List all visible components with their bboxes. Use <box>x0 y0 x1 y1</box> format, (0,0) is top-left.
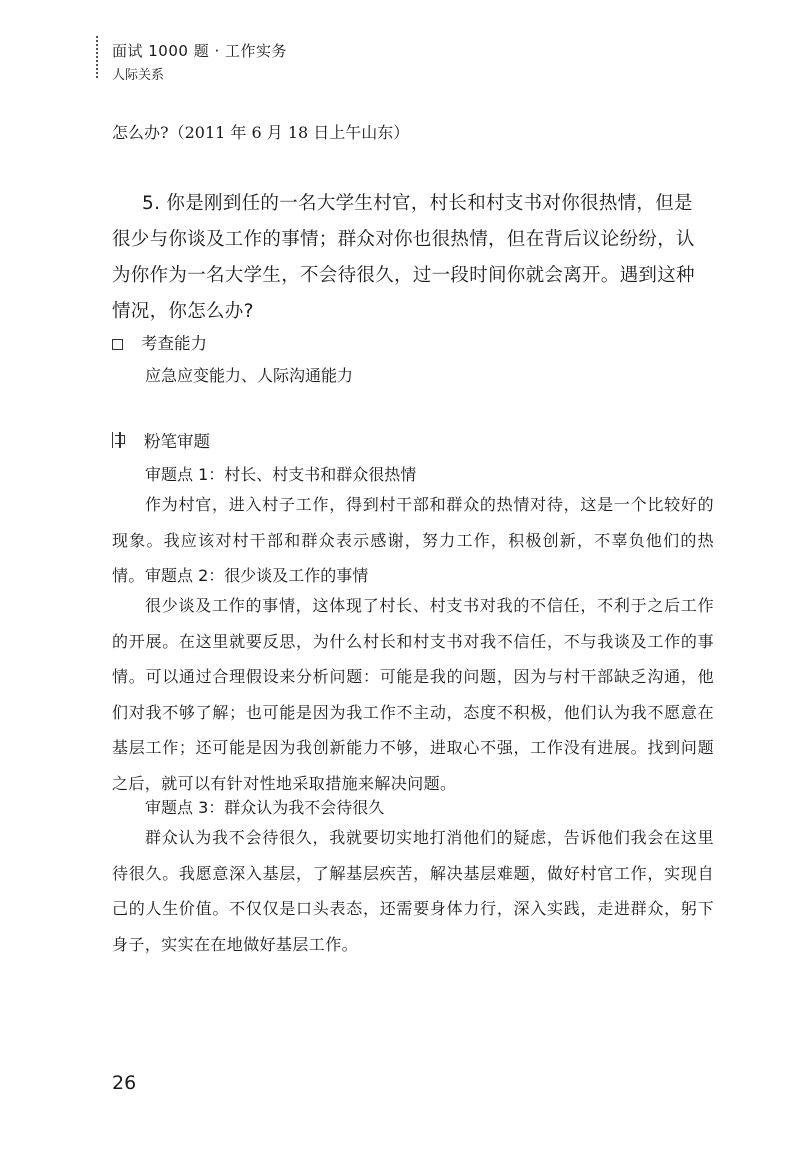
running-header-title: 面试 1000 题 · 工作实务 <box>112 42 288 60</box>
header-rule <box>96 36 100 78</box>
analysis-marker-icon <box>112 432 126 448</box>
analysis-point-text: 很少谈及工作的事情，这体现了村长、村支书对我的不信任，不利于之后工作的开展。在这里就要反思，为什么村长和村支书对我不信任，不与我谈及工作的事情。可以通过合理假设来分析问题：可能是我的问题，因为与村干部缺乏沟通，他们对我不够了解；也可能是因为我工作不主动，态度不积极，他们认为我不愿意在基层工作；还可能是因为我创新能力不够，进取心不强，工作没有进展。找到问题之后，就可以有针对性地采取措施来解决问题。 <box>112 596 714 793</box>
analysis-heading-label: 粉笔审题 <box>144 432 210 451</box>
question-text: 5. 你是刚到任的一名大学生村官，村长和村支书对你很热情，但是很少与你谈及工作的事情；群众对你也很热情，但在背后议论纷纷，认为你作为一名大学生，不会待很久，过一段时间你就会离开。遇到这种情况，你怎么办? <box>112 193 695 322</box>
page-number: 26 <box>112 1072 137 1094</box>
analysis-heading <box>112 428 210 452</box>
running-header-subtitle: 人际关系 <box>112 68 165 83</box>
ability-heading-label: 考查能力 <box>141 334 207 353</box>
ability-text: 应急应变能力、人际沟通能力 <box>145 366 354 385</box>
analysis-point-label: 审题点 2：很少谈及工作的事情 <box>145 566 369 585</box>
analysis-point-text: 作为村官，进入村子工作，得到村干部和群众的热情对待，这是一个比较好的现象。我应该对村干部和群众表示感谢，努力工作，积极创新，不辜负他们的热情。 <box>112 495 714 585</box>
analysis-point-label: 审题点 3：群众认为我不会待很久 <box>145 798 385 817</box>
analysis-point-label: 审题点 1：村长、村支书和群众很热情 <box>145 465 417 484</box>
analysis-point-text: 群众认为我不会待很久，我就要切实地打消他们的疑虑，告诉他们我会在这里待很久。我愿意深入基层，了解基层疾苦，解决基层难题，做好村官工作，实现自己的人生价值。不仅仅是口头表态，还需要身体力行，深入实践，走进群众，躬下身子，实实在在地做好基层工作。 <box>112 828 714 954</box>
checkbox-square-icon <box>112 339 123 350</box>
intro-line: 怎么办?（2011 年 6 月 18 日上午山东） <box>112 123 410 142</box>
ability-heading <box>112 330 207 354</box>
